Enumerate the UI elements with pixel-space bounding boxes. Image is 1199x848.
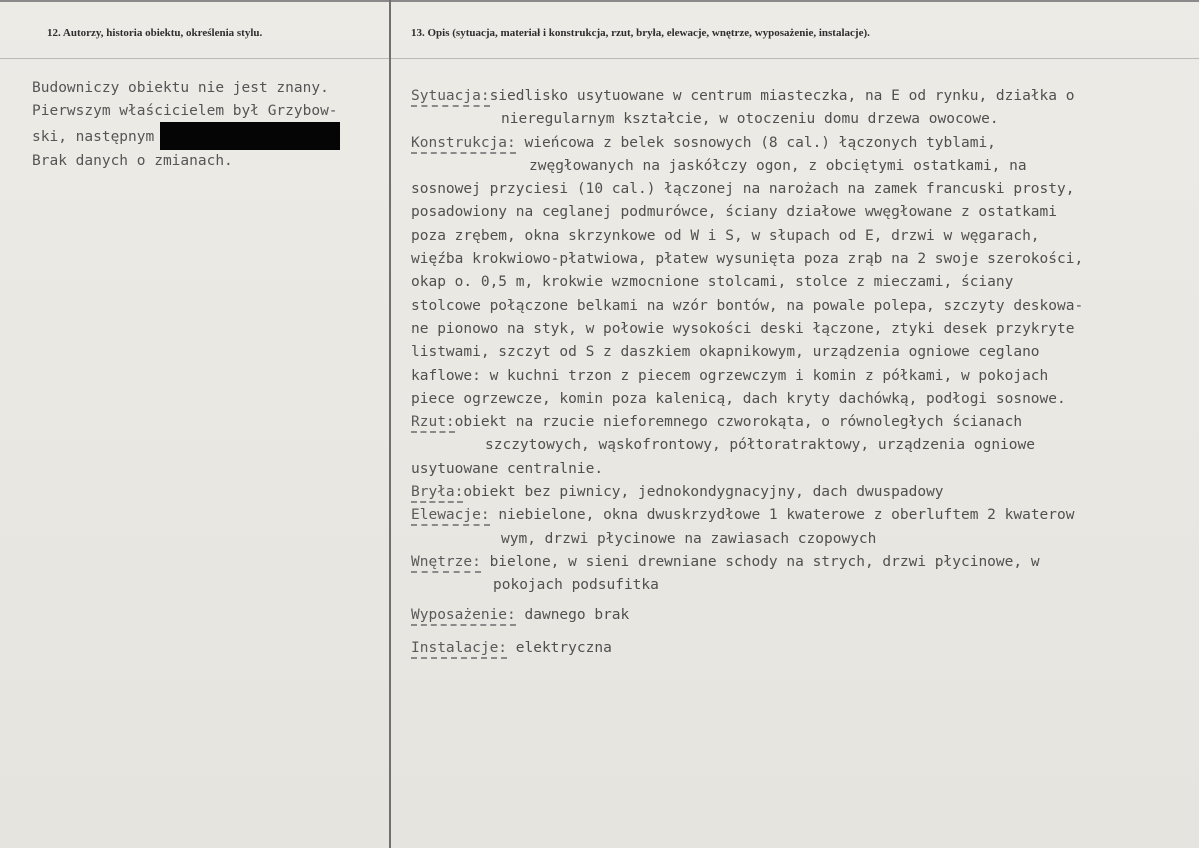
label-konstrukcja: Konstrukcja: (411, 135, 516, 154)
sytuacja-text: siedlisko usytuowane w centrum miasteczka, na E od rynku, działka o (489, 88, 1075, 104)
label-rzut: Rzut: (411, 414, 455, 433)
left-header-rule (0, 58, 389, 59)
label-instalacje: Instalacje: (411, 640, 507, 659)
rzut-text: usytuowane centralnie. (411, 460, 604, 477)
history-line: Brak danych o zmianach. (32, 153, 233, 169)
bryla-text: obiekt bez piwnicy, jednokondygnacyjny, dach dwuspadowy (463, 484, 944, 501)
redaction-box (160, 122, 340, 150)
entry-instalacje (411, 637, 1196, 660)
entry-elewacje (411, 504, 1196, 551)
konstrukcja-text: wieńcowa z belek sosnowych (8 cal.) łączonych tyblami, (524, 134, 996, 151)
konstrukcja-line: stolcowe połączone belkami na wzór bontów, na powale polepa, szczyty deskowa- (411, 297, 1084, 314)
right-header-text: (sytuacja, materiał i konstrukcja, rzut, bryła, elewacje, wnętrze, wyposażenie, instalacje). (452, 27, 870, 39)
label-bryla: Bryła: (411, 484, 463, 503)
wnetrze-text: bielone, w sieni drewniane schody na strych, drzwi płycinowe, w (489, 553, 1040, 570)
konstrukcja-line: posadowiony na ceglanej podmurówce, ściany działowe wwęgłowane z ostatkami (411, 204, 1058, 221)
sytuacja-text: nieregularnym kształcie, w otoczeniu domu drzewa owocowe. (501, 111, 999, 128)
entry-sytuacja (411, 85, 1196, 132)
history-text (32, 77, 382, 173)
konstrukcja-line: okap o. 0,5 m, krokwie wzmocnione stolcami, stolce z mieczami, ściany (411, 274, 1014, 291)
konstrukcja-line: listwami, szczyt od S z daszkiem okapnikowym, urządzenia ogniowe ceglano (411, 344, 1040, 361)
konstrukcja-line: poza zrębem, okna skrzynkowe od W i S, w słupach od E, drzwi w węgarach, (411, 227, 1040, 244)
elewacje-text: niebielone, okna dwuskrzydłowe 1 kwaterowe z oberluftem 2 kwaterow (498, 507, 1075, 524)
konstrukcja-line: piece ogrzewcze, komin poza kalenicą, dach kryty dachówką, podłogi sosnowe. (411, 390, 1066, 407)
entry-konstrukcja (411, 132, 1196, 412)
konstrukcja-line: kaflowe: w kuchni trzon z piecem ogrzewczym i komin z półkami, w pokojach (411, 367, 1049, 384)
column-divider (389, 0, 391, 848)
left-header-text: Autorzy, historia obiektu, określenia stylu. (62, 27, 263, 39)
label-sytuacja: Sytuacja: (411, 88, 490, 107)
wnetrze-text: pokojach podsufitka (493, 577, 659, 594)
entry-wyposazenie (411, 604, 1196, 627)
entry-rzut (411, 411, 1196, 481)
right-header-number: 13. Opis (411, 27, 450, 39)
elewacje-text: wym, drzwi płycinowe na zawiasach czopowych (501, 530, 877, 547)
konstrukcja-text: zwęgłowanych na jaskółczy ogon, z obciętymi ostatkami, na (529, 157, 1027, 174)
right-header-rule (391, 58, 1199, 59)
entry-bryla (411, 481, 1196, 504)
left-header-number: 12. (47, 27, 61, 39)
description-text (411, 85, 1196, 660)
instalacje-text: elektryczna (515, 639, 612, 656)
wyposazenie-text: dawnego brak (524, 606, 630, 623)
rzut-text: obiekt na rzucie nieforemnego czworokąta, o równoległych ścianach (454, 414, 1023, 431)
entry-wnetrze (411, 551, 1196, 598)
label-elewacje: Elewacje: (411, 507, 490, 526)
konstrukcja-line: więźba krokwiowo-płatwiowa, płatew wysunięta poza zrąb na 2 swoje szerokości, (411, 251, 1084, 268)
label-wnetrze: Wnętrze: (411, 554, 481, 573)
history-line: Budowniczy obiektu nie jest znany. (32, 80, 329, 96)
history-line (32, 122, 382, 150)
left-header (47, 27, 262, 39)
rzut-text: szczytowych, wąskofrontowy, półtoratraktowy, urządzenia ogniowe (485, 437, 1035, 454)
history-line: Pierwszym właścicielem był Grzybow- (32, 102, 338, 119)
history-line-text: ski, następnym (32, 129, 155, 145)
konstrukcja-line: ne pionowo na styk, w połowie wysokości deski łączone, ztyki desek przykryte (411, 320, 1075, 337)
konstrukcja-line: sosnowej przyciesi (10 cal.) łączonej na narożach na zamek francuski prosty, (411, 181, 1075, 198)
label-wyposazenie: Wyposażenie: (411, 607, 516, 626)
top-border (0, 0, 1199, 2)
right-header (411, 27, 870, 39)
